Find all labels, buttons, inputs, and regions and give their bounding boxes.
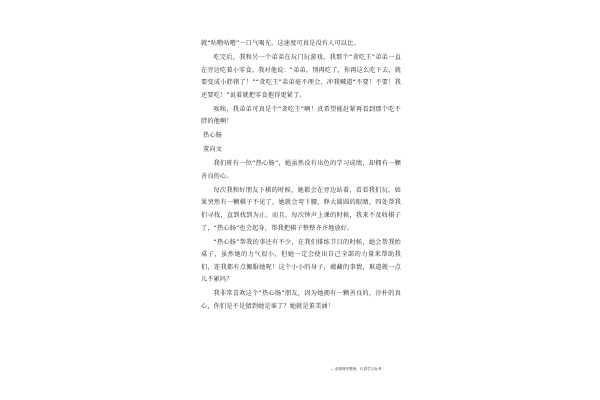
paragraph-4: 我们班有一位“热心肠”，她虽然没有出色的学习成绩，却拥有一颗善良的心。 [201, 160, 401, 180]
document-body [201, 38, 401, 315]
paragraph-2: 吃完后，我和另一个弟弟在玩门玩游戏，我那个“贪吃王”弟弟一直在旁边吃着小零食。我对他说：“弟弟，别再吃了，你再这么吃下去，就要变成小胖猪了！”“贪吃王”弟弟毫不理会，冲我喊道“不要！不要！我还要吃！”说着就把零食抱得更紧了。 [201, 53, 401, 99]
essay-author: 董向文 [203, 146, 223, 154]
paragraph-5: 每次我和好朋友下棋的时候，她都会在旁边站着，看看我们玩。如果突然有一颗棋子不见了，她就会弯下腰，睁大圆圆的眼睛，四处帮我们寻找，直到找到为止。而且，每次钟声上课的时候，我来不及收棋子了，“热心肠”也会起身，帮我把棋子整整齐齐地放好。 [201, 186, 401, 232]
paragraph-6: “热心肠”帮我的事还有不少，在我们排练节目的时候，她会帮我抬桌子，虽然她的力气很小，但她一定会使出自己全部的力量来帮助我们，连我都有点佩服她呢！这个小小的身子，蕴藏的事情，难道就一点儿不累吗？ [201, 238, 401, 284]
paragraph-1: 就“咕噜咕噜”一口气喝光，这速度可真是没有人可以比。 [201, 40, 360, 47]
essay-title: 热心肠 [203, 132, 223, 140]
paragraph-3: 唉唉，我弟弟可真是个“贪吃王”啊！真希望能赶紧再看到那个吃不胖的他啊！ [201, 105, 401, 126]
paragraph-7: 我非常喜欢这个“热心肠”朋友，因为她拥有一颗善良的，淳朴的真心，你们是不是猜到她是谁了？她就是董美涵！ [201, 290, 401, 310]
footer-note: — 来源网络整理，仅供学习参考 [330, 367, 382, 371]
